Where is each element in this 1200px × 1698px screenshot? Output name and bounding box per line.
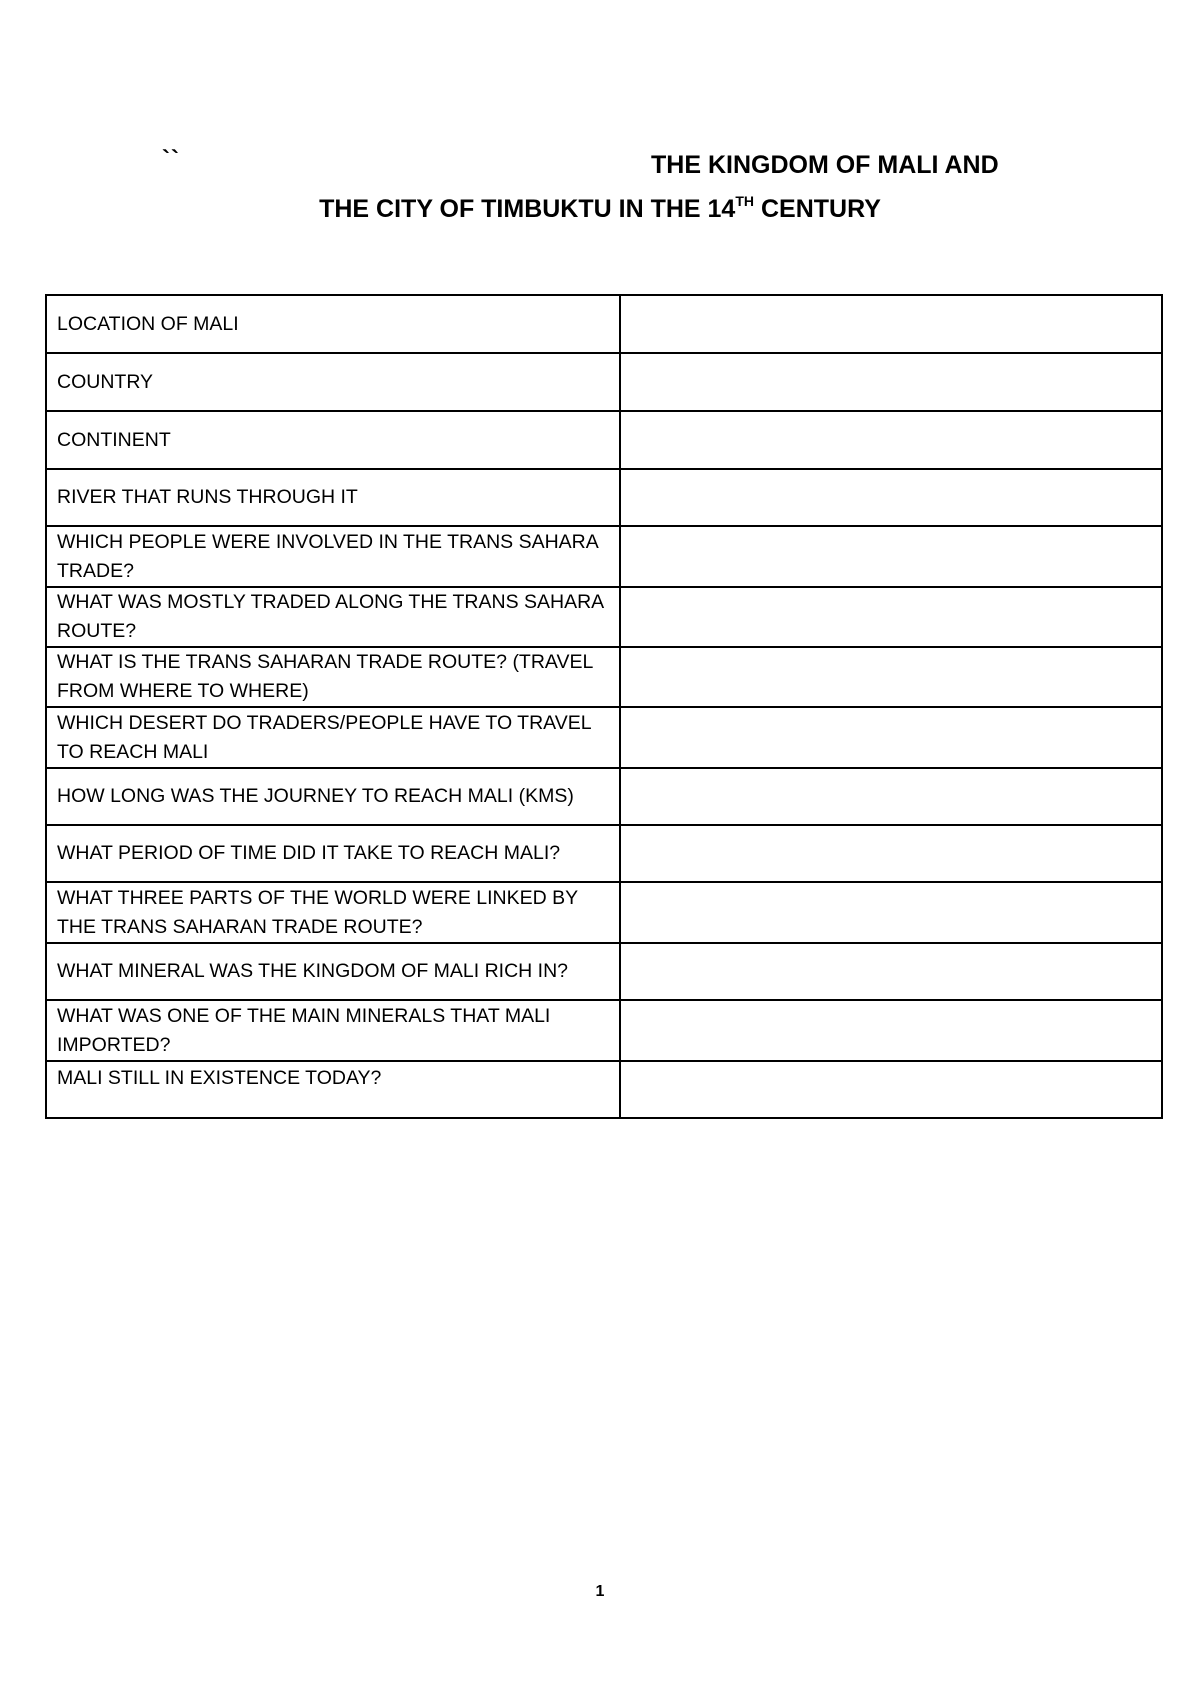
title-line-2-prefix: THE CITY OF TIMBUKTU IN THE 14	[319, 195, 736, 223]
table-row	[46, 469, 1162, 526]
answer-cell[interactable]	[620, 587, 1162, 647]
question-cell: WHAT WAS MOSTLY TRADED ALONG THE TRANS SAHARA ROUTE?	[46, 587, 620, 647]
answer-cell[interactable]	[620, 411, 1162, 469]
worksheet-table	[45, 294, 1163, 1119]
question-cell: RIVER THAT RUNS THROUGH IT	[46, 469, 620, 526]
answer-cell[interactable]	[620, 943, 1162, 1000]
table-row	[46, 1000, 1162, 1061]
table-row	[46, 1061, 1162, 1118]
title-line-2-suffix: CENTURY	[754, 195, 881, 223]
page-number: 1	[595, 1583, 605, 1600]
table-row	[46, 707, 1162, 768]
table-row	[46, 295, 1162, 353]
answer-cell[interactable]	[620, 353, 1162, 411]
title-line-2	[0, 195, 1200, 224]
answer-cell[interactable]	[620, 647, 1162, 707]
table-row	[46, 825, 1162, 882]
question-cell: WHAT THREE PARTS OF THE WORLD WERE LINKED BY THE TRANS SAHARAN TRADE ROUTE?	[46, 882, 620, 943]
question-cell: LOCATION OF MALI	[46, 295, 620, 353]
answer-cell[interactable]	[620, 707, 1162, 768]
table-row	[46, 353, 1162, 411]
question-cell: WHAT PERIOD OF TIME DID IT TAKE TO REACH MALI?	[46, 825, 620, 882]
answer-cell[interactable]	[620, 882, 1162, 943]
title-line-1: THE KINGDOM OF MALI AND	[651, 151, 999, 179]
table-row	[46, 943, 1162, 1000]
answer-cell[interactable]	[620, 825, 1162, 882]
table-row	[46, 526, 1162, 587]
answer-cell[interactable]	[620, 1000, 1162, 1061]
table-row	[46, 411, 1162, 469]
question-cell: CONTINENT	[46, 411, 620, 469]
question-cell: WHAT WAS ONE OF THE MAIN MINERALS THAT MALI IMPORTED?	[46, 1000, 620, 1061]
table-row	[46, 587, 1162, 647]
question-cell: HOW LONG WAS THE JOURNEY TO REACH MALI (KMS)	[46, 768, 620, 825]
answer-cell[interactable]	[620, 526, 1162, 587]
question-cell: WHICH DESERT DO TRADERS/PEOPLE HAVE TO TRAVEL TO REACH MALI	[46, 707, 620, 768]
title-superscript: TH	[735, 193, 755, 209]
table-row	[46, 647, 1162, 707]
answer-cell[interactable]	[620, 469, 1162, 526]
answer-cell[interactable]	[620, 1061, 1162, 1118]
stray-backticks: ``	[162, 146, 180, 173]
table-row	[46, 768, 1162, 825]
table-row	[46, 882, 1162, 943]
question-cell: MALI STILL IN EXISTENCE TODAY?	[46, 1061, 620, 1118]
answer-cell[interactable]	[620, 295, 1162, 353]
question-cell: COUNTRY	[46, 353, 620, 411]
answer-cell[interactable]	[620, 768, 1162, 825]
question-cell: WHICH PEOPLE WERE INVOLVED IN THE TRANS SAHARA TRADE?	[46, 526, 620, 587]
question-cell: WHAT IS THE TRANS SAHARAN TRADE ROUTE? (TRAVEL FROM WHERE TO WHERE)	[46, 647, 620, 707]
question-cell: WHAT MINERAL WAS THE KINGDOM OF MALI RICH IN?	[46, 943, 620, 1000]
